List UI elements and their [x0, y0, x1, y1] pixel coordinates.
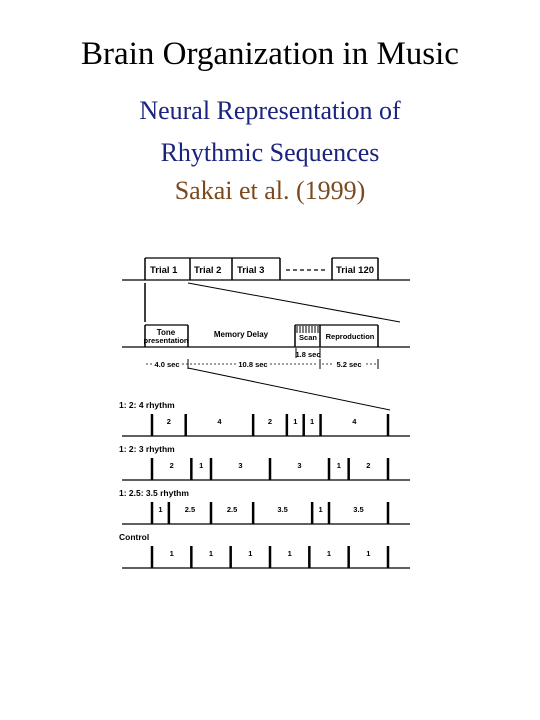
subtitle-line-1: Neural Representation of: [139, 96, 401, 125]
reproduction-label: Reproduction: [325, 332, 375, 341]
interval-label: 3.5: [353, 505, 364, 514]
trial-2-label: Trial 2: [194, 265, 222, 276]
interval-label: 3.5: [277, 505, 288, 514]
interval-label: 1: [318, 505, 323, 514]
interval-label: 2: [169, 461, 174, 470]
interval-label: 2: [267, 417, 273, 426]
interval-label: 1: [310, 417, 315, 426]
interval-label: 1: [248, 549, 253, 558]
trial-120-label: Trial 120: [336, 265, 375, 276]
duration-row: [146, 348, 378, 369]
interval-label: 2: [166, 417, 171, 426]
interval-label: 1: [287, 549, 292, 558]
rhythm-row: [119, 488, 410, 524]
memory-delay-label: Memory Delay: [213, 330, 269, 339]
interval-label: 1: [336, 461, 341, 470]
interval-label: 1: [366, 549, 371, 558]
trial-1-label: Trial 1: [150, 265, 178, 276]
subtitle-line-2: Rhythmic Sequences: [160, 138, 380, 167]
rhythm-label: 1: 2.5: 3.5 rhythm: [119, 488, 189, 498]
trial-3-label: Trial 3: [237, 265, 265, 276]
tone-duration: 4.0 sec: [154, 360, 180, 369]
rhythm-row: [119, 532, 410, 568]
interval-label: 1: [293, 417, 298, 426]
reproduction-duration: 5.2 sec: [336, 360, 362, 369]
tone-label-2: presentation: [143, 336, 189, 345]
interval-label: 4: [352, 417, 357, 426]
interval-label: 2.5: [226, 505, 238, 514]
memory-duration: 10.8 sec: [238, 360, 268, 369]
rhythm-label: 1: 2: 4 rhythm: [119, 400, 175, 410]
interval-label: 1: [158, 505, 163, 514]
interval-label: 2: [366, 461, 371, 470]
slide-title: Brain Organization in Music: [81, 36, 459, 72]
rhythm-label: 1: 2: 3 rhythm: [119, 444, 175, 454]
rhythm-row: [119, 444, 410, 480]
interval-label: 1: [208, 549, 214, 558]
scan-duration: 1.8 sec: [295, 350, 321, 359]
interval-label: 4: [217, 417, 222, 426]
interval-label: 3: [238, 461, 243, 470]
citation: Sakai et al. (1999): [174, 176, 366, 205]
trial-bar: [122, 258, 410, 280]
rhythm-rows: [119, 400, 410, 568]
interval-label: 2.5: [184, 505, 196, 514]
scan-label: Scan: [299, 333, 317, 342]
interval-label: 1: [199, 461, 204, 470]
interval-label: 1: [326, 549, 332, 558]
interval-label: 3: [297, 461, 302, 470]
scan-hatching: [297, 326, 318, 333]
tone-label-1: Tone: [156, 328, 176, 337]
rhythm-label: Control: [119, 532, 150, 542]
interval-label: 1: [169, 549, 174, 558]
phase-bar: [122, 325, 410, 347]
